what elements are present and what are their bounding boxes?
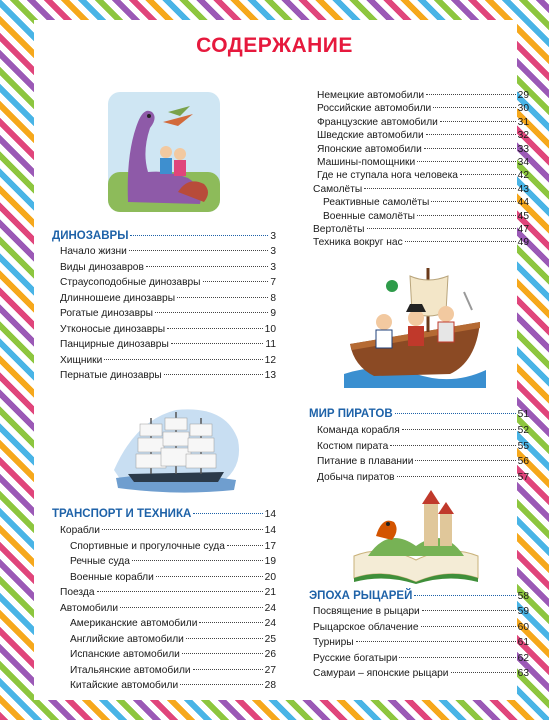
toc-entry-label: Военные самолёты: [323, 210, 416, 222]
toc-entry-label: Вертолёты: [313, 224, 365, 235]
toc-entry[interactable]: [60, 354, 276, 367]
toc-entry-label: Российские автомобили: [317, 103, 432, 115]
toc-entry-page: 61: [517, 637, 529, 648]
toc-entry-label: Китайские автомобили: [70, 680, 179, 691]
dot-leader: [171, 343, 264, 344]
toc-entry-page: 14: [264, 525, 276, 536]
toc-entry-page: 12: [264, 354, 276, 366]
toc-entry-page: 3: [270, 246, 276, 257]
toc-entry[interactable]: [60, 602, 276, 615]
toc-entry-label: Испанские автомобили: [70, 649, 180, 660]
toc-entry[interactable]: [70, 664, 276, 677]
toc-entry-label: Посвящение в рыцари: [313, 606, 420, 617]
toc-entry-page: 49: [517, 237, 529, 249]
toc-entry[interactable]: [70, 648, 276, 661]
sailing-ship-illustration: [106, 400, 246, 500]
toc-entry-page: 7: [270, 277, 276, 288]
toc-entry[interactable]: [317, 440, 529, 453]
section-heading-knights[interactable]: ЭПОХА РЫЦАРЕЙ 58: [309, 590, 529, 602]
toc-entry[interactable]: [317, 455, 529, 468]
toc-entry-page: 63: [517, 668, 529, 679]
toc-entry-label: Рогатые динозавры: [60, 308, 153, 319]
dot-leader: [433, 107, 515, 108]
dot-leader: [367, 228, 516, 229]
toc-entry[interactable]: [317, 471, 529, 484]
toc-entry-label: Где не ступала нога человека: [317, 170, 458, 182]
toc-entry[interactable]: [317, 156, 529, 169]
toc-entry-label: Самолёты: [313, 183, 363, 195]
toc-entry[interactable]: [313, 636, 529, 649]
toc-entry-label: Техника вокруг нас: [313, 237, 403, 249]
dot-leader: [156, 576, 263, 577]
toc-entry-label: Русские богатыри: [313, 652, 398, 664]
toc-entry[interactable]: [317, 143, 529, 156]
dot-leader: [364, 188, 515, 189]
section-heading-transport[interactable]: ТРАНСПОРТ И ТЕХНИКА 14: [52, 508, 276, 520]
toc-entry[interactable]: [60, 307, 276, 320]
toc-entry-label: Американские автомобили: [70, 618, 198, 629]
toc-entry-label: Военные корабли: [70, 571, 154, 583]
toc-entry-label: Команда корабля: [317, 425, 400, 436]
section-heading-dinosaurs[interactable]: ДИНОЗАВРЫ 3: [52, 230, 276, 242]
dot-leader: [431, 201, 515, 202]
dot-leader: [129, 250, 269, 251]
dot-leader: [405, 241, 516, 242]
toc-entry-label: Шведские автомобили: [317, 130, 424, 142]
toc-entry-label: Речные суда: [70, 556, 130, 567]
dot-leader: [390, 445, 515, 446]
dot-leader: [417, 215, 516, 216]
toc-entry[interactable]: [323, 196, 529, 209]
toc-entry[interactable]: [60, 261, 276, 274]
toc-entry-page: 3: [270, 261, 276, 273]
toc-entry-label: Панцирные динозавры: [60, 339, 169, 350]
toc-entry-page: 24: [264, 602, 276, 614]
dot-leader: [422, 610, 516, 611]
dot-leader: [186, 638, 263, 639]
toc-entry-label: Костюм пирата: [317, 440, 389, 452]
toc-entry-label: Длинношеие динозавры: [60, 292, 176, 304]
toc-entry[interactable]: [313, 667, 529, 680]
toc-entry-page: 62: [517, 652, 529, 664]
toc-entry-page: 27: [264, 664, 276, 676]
toc-entry-page: 29: [517, 90, 529, 101]
dot-leader: [417, 161, 515, 162]
dot-leader: [182, 653, 263, 654]
dinosaur-illustration: [108, 92, 220, 212]
toc-entry-label: Автомобили: [60, 602, 119, 614]
toc-entry-label: Реактивные самолёты: [323, 197, 430, 209]
toc-entry[interactable]: [313, 605, 529, 618]
dot-leader: [177, 297, 268, 298]
toc-entry[interactable]: [60, 245, 276, 258]
toc-entry-page: 28: [264, 680, 276, 691]
toc-entry-page: 33: [517, 143, 529, 155]
page-title: СОДЕРЖАНИЕ: [196, 34, 353, 57]
toc-entry-page: 26: [264, 649, 276, 660]
dot-leader: [97, 591, 263, 592]
toc-entry[interactable]: [317, 89, 529, 102]
dot-leader: [397, 476, 516, 477]
dot-leader: [164, 374, 263, 375]
dot-leader: [424, 148, 516, 149]
toc-entry[interactable]: [60, 292, 276, 305]
toc-entry-label: Спортивные и прогулочные суда: [70, 540, 225, 552]
dot-leader: [155, 312, 268, 313]
toc-entry[interactable]: [317, 169, 529, 182]
toc-entry-label: Итальянские автомобили: [70, 664, 191, 676]
dot-leader: [167, 328, 263, 329]
toc-entry-page: 20: [264, 571, 276, 583]
toc-entry-page: 42: [517, 170, 529, 182]
dot-leader: [203, 281, 269, 282]
toc-entry-label: Начало жизни: [60, 246, 127, 257]
toc-entry[interactable]: [323, 210, 529, 223]
toc-entry[interactable]: [313, 223, 529, 236]
dot-leader: [451, 672, 516, 673]
toc-entry[interactable]: [317, 129, 529, 142]
dot-leader: [399, 657, 515, 658]
toc-entry-page: 52: [517, 425, 529, 436]
dot-leader: [402, 429, 516, 430]
toc-entry-page: 59: [517, 606, 529, 617]
toc-entry-label: Пернатые динозавры: [60, 370, 162, 381]
toc-entry[interactable]: [317, 424, 529, 437]
toc-entry-page: 25: [264, 633, 276, 645]
toc-entry[interactable]: [60, 586, 276, 599]
toc-entry-page: 19: [264, 556, 276, 567]
toc-entry-label: Питание в плавании: [317, 456, 414, 467]
toc-entry-page: 55: [517, 440, 529, 452]
dot-leader: [102, 529, 263, 530]
toc-entry-label: Корабли: [60, 525, 100, 536]
toc-entry-page: 34: [517, 157, 529, 168]
toc-entry[interactable]: [70, 555, 276, 568]
toc-entry-label: Турниры: [313, 637, 354, 648]
toc-entry-label: Страусоподобные динозавры: [60, 277, 201, 288]
toc-entry[interactable]: [317, 116, 529, 129]
toc-entry-page: 21: [264, 587, 276, 598]
dot-leader: [193, 669, 263, 670]
toc-entry[interactable]: [313, 183, 529, 196]
toc-entry-page: 24: [264, 618, 276, 629]
toc-entry-page: 13: [264, 370, 276, 381]
toc-entry-page: 60: [517, 621, 529, 633]
toc-entry[interactable]: [70, 617, 276, 630]
toc-entry-label: Японские автомобили: [317, 143, 422, 155]
toc-entry-page: 30: [517, 103, 529, 115]
toc-entry-label: Самураи – японские рыцари: [313, 668, 449, 679]
toc-entry[interactable]: [70, 633, 276, 646]
toc-entry-page: 32: [517, 130, 529, 142]
toc-entry[interactable]: [70, 540, 276, 553]
toc-entry-label: Виды динозавров: [60, 261, 144, 273]
toc-entry-page: 10: [264, 323, 276, 335]
toc-entry-page: 11: [265, 339, 276, 350]
toc-entry[interactable]: [60, 323, 276, 336]
toc-entry[interactable]: [60, 524, 276, 537]
dot-leader: [421, 626, 516, 627]
toc-entry[interactable]: [60, 276, 276, 289]
toc-entry-page: 56: [517, 456, 529, 467]
toc-entry-label: Хищники: [60, 354, 103, 366]
toc-entry-page: 43: [517, 183, 529, 195]
castle-book-illustration: [348, 486, 484, 584]
toc-entry-label: Рыцарское облачение: [313, 621, 419, 633]
toc-entry-page: 9: [270, 308, 276, 319]
dot-leader: [426, 134, 516, 135]
toc-entry-page: 47: [517, 224, 529, 235]
dot-leader: [120, 607, 263, 608]
dot-leader: [460, 174, 516, 175]
toc-entry-label: Поезда: [60, 587, 95, 598]
toc-entry-page: 45: [517, 210, 529, 222]
toc-entry-page: 44: [517, 197, 529, 209]
toc-entry[interactable]: [313, 236, 529, 249]
toc-entry-page: 31: [517, 116, 529, 128]
dot-leader: [132, 560, 263, 561]
dot-leader: [199, 622, 262, 623]
toc-entry-page: 57: [517, 471, 529, 483]
toc-entry-label: Французские автомобили: [317, 116, 438, 128]
dot-leader: [180, 684, 262, 685]
dot-leader: [440, 121, 516, 122]
toc-entry[interactable]: [60, 338, 276, 351]
toc-entry[interactable]: [70, 679, 276, 692]
toc-entry-label: Немецкие автомобили: [317, 90, 425, 101]
toc-entry[interactable]: [60, 369, 276, 382]
toc-entry[interactable]: [313, 652, 529, 665]
toc-entry[interactable]: [313, 621, 529, 634]
toc-entry[interactable]: [317, 102, 529, 115]
dot-leader: [104, 359, 262, 360]
dot-leader: [356, 641, 516, 642]
dot-leader: [426, 94, 516, 95]
toc-entry-label: Добыча пиратов: [317, 471, 395, 483]
pirate-ship-illustration: [340, 262, 490, 392]
toc-entry[interactable]: [70, 571, 276, 584]
toc-entry-label: Английские автомобили: [70, 633, 184, 645]
toc-entry-label: Утконосые динозавры: [60, 323, 166, 335]
dot-leader: [415, 460, 515, 461]
dot-leader: [227, 545, 263, 546]
toc-entry-page: 17: [264, 540, 276, 552]
section-heading-pirates[interactable]: МИР ПИРАТОВ 51: [309, 408, 529, 420]
toc-entry-page: 8: [270, 292, 276, 304]
toc-entry-label: Машины-помощники: [317, 157, 416, 168]
dot-leader: [146, 266, 268, 267]
